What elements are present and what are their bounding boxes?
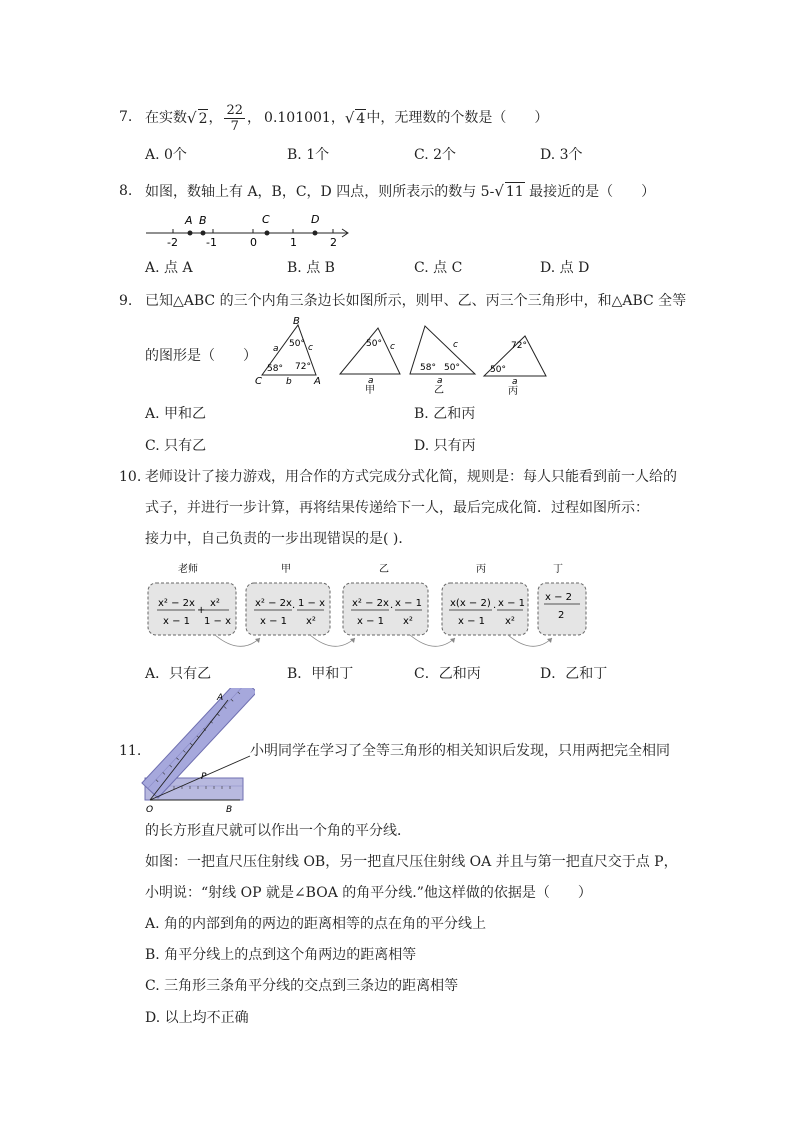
q11-stem-line2: 的长方形直尺就可以作出一个角的平分线． (145, 823, 411, 839)
box-denominator: x − 1 (163, 616, 191, 627)
relay-arrow (508, 635, 552, 646)
triangle-yi (410, 326, 475, 396)
label-o: O (146, 805, 154, 815)
q7-frac-den: 7 (230, 118, 239, 134)
relay-box-jia (246, 583, 330, 635)
q7-stem (145, 102, 548, 134)
box-operator: + (197, 605, 206, 616)
angle-a: 72° (295, 362, 311, 372)
box-operator: · (390, 603, 394, 614)
relay-label: 甲 (281, 564, 291, 575)
point-label-c: C (262, 213, 270, 226)
tick-label: -1 (206, 236, 217, 249)
q7-option-a: A. 0个 (145, 147, 187, 163)
q7-option-d: D. 3个 (540, 147, 583, 163)
q11-option-b: B. 角平分线上的点到这个角两边的距离相等 (145, 947, 417, 963)
triangle-name: 甲 (365, 385, 375, 396)
q11-option-c: C. 三角形三条角平分线的交点到三条边的距离相等 (145, 978, 459, 994)
q7-frac-num: 22 (226, 102, 244, 118)
box-numerator: x² − 2x (352, 598, 389, 609)
q10-option-d: D．乙和丁 (540, 666, 608, 682)
vertex-a: A (314, 376, 321, 387)
point-label-d: D (311, 213, 320, 226)
relay-label: 丁 (553, 564, 563, 575)
relay-label: 乙 (379, 564, 389, 575)
q11-number: 11. (119, 743, 142, 759)
box-numerator: x² − 2x (158, 598, 195, 609)
box-denominator: x − 1 (458, 616, 486, 627)
q9-option-c: C. 只有乙 (145, 438, 207, 454)
triangle-name: 乙 (434, 385, 444, 396)
q9-triangle-figures (250, 314, 550, 396)
side-label: a (368, 376, 374, 386)
q7-number: 7. (119, 109, 133, 125)
point-label-b: B (199, 214, 207, 227)
side-label: c (453, 340, 458, 350)
q10-stem-line3: 接力中，自己负责的一步出现错误的是( )． (145, 531, 413, 547)
triangle-name: 丙 (508, 386, 518, 396)
q11-stem-line4: 小明说：“射线 OP 就是∠BOA 的角平分线.”他这样做的依据是（ ） (145, 885, 592, 901)
tick-label: 1 (290, 236, 297, 249)
relay-box-bing (442, 583, 528, 635)
vertex-c: C (255, 376, 262, 387)
relay-box-ding (538, 583, 586, 635)
sqrt-sign: √ (494, 182, 504, 200)
box-numerator: 1 − x (298, 598, 326, 609)
q10-option-a: A．只有乙 (145, 666, 212, 682)
box-denominator: x − 1 (357, 616, 385, 627)
relay-arrow (215, 635, 260, 646)
q7-option-c: C. 2个 (414, 147, 457, 163)
angle-label: 50° (490, 365, 506, 375)
triangle-jia (340, 328, 400, 396)
q8-stem-pre: 如图，数轴上有 A，B，C，D 四点，则所表示的数与 5- (145, 184, 495, 200)
box-numerator: x(x − 2) (450, 598, 491, 609)
side-label: a (512, 377, 518, 387)
q9-number: 9. (119, 293, 133, 309)
relay-label: 老师 (178, 564, 198, 575)
box-denominator: x² (306, 616, 316, 627)
angle-label: 72° (511, 341, 527, 351)
side-label: c (390, 342, 395, 352)
side-c: c (308, 343, 313, 353)
tick-label: -2 (167, 236, 178, 249)
angle-label: 50° (366, 339, 382, 349)
point-label-a: A (185, 214, 193, 227)
q8-stem (145, 182, 655, 201)
triangle-abc (255, 316, 321, 387)
q7-sqrt4: 4 (356, 110, 366, 127)
q11-stem-line1: 小明同学在学习了全等三角形的相关知识后发现，只用两把完全相同 (250, 743, 670, 759)
q7-stem-pre: 在实数 (145, 110, 187, 126)
q10-option-b: B．甲和丁 (287, 666, 354, 682)
sqrt-sign: √ (187, 109, 197, 127)
q10-stem-line2: 式子，并进行一步计算，再将结果传递给下一人，最后完成化简．过程如图所示： (145, 500, 649, 516)
q9-option-b: B. 乙和丙 (414, 406, 476, 422)
side-a: a (273, 344, 279, 354)
q9-option-a: A. 甲和乙 (145, 406, 207, 422)
box-numerator: x² (210, 598, 220, 609)
q10-option-c: C．乙和丙 (414, 666, 481, 682)
angle-c: 58° (267, 364, 283, 374)
box-numerator: x − 1 (498, 598, 526, 609)
box-operator: · (493, 603, 497, 614)
q8-number: 8. (119, 183, 133, 199)
q11-ruler-figure (140, 688, 255, 816)
relay-box-yi (343, 583, 428, 635)
q7-stem-post: 中，无理数的个数是（ ） (366, 110, 549, 126)
angle-label: 50° (444, 363, 460, 373)
relay-box-teacher (148, 583, 236, 635)
q7-fraction (224, 103, 245, 134)
box-numerator: x − 1 (395, 598, 423, 609)
point-b (201, 231, 206, 236)
q8-option-a: A. 点 A (145, 260, 193, 276)
box-operator: · (292, 603, 296, 614)
q7-decimal: 0.101001 (264, 110, 331, 126)
q10-stem-line1: 老师设计了接力游戏，用合作的方式完成分式化简，规则是：每人只能看到前一人给的 (145, 469, 677, 485)
q9-option-d: D. 只有丙 (414, 438, 476, 454)
side-b: b (286, 377, 292, 387)
q7-sep1: ， (208, 110, 223, 126)
vertex-b: B (293, 316, 300, 327)
angle-b: 50° (289, 339, 305, 349)
q7-sep2: ， (247, 110, 262, 126)
box-denominator: x − 1 (260, 616, 288, 627)
side-label: a (437, 376, 443, 386)
box-numerator: x² − 2x (255, 598, 292, 609)
tick-label: 0 (250, 236, 257, 249)
q8-stem-post: 最接近的是（ ） (524, 184, 656, 200)
triangle-bing (484, 336, 546, 396)
box-denominator: x² (403, 616, 413, 627)
q11-option-a: A. 角的内部到角的两边的距离相等的点在角的平分线上 (145, 916, 487, 932)
label-b: B (226, 805, 233, 815)
q8-number-line (140, 208, 355, 252)
q10-relay-diagram (140, 558, 595, 658)
label-a: A (217, 693, 224, 703)
q7-option-b: B. 1个 (287, 147, 330, 163)
q10-number: 10. (119, 469, 142, 485)
relay-label: 丙 (476, 564, 486, 575)
point-c (265, 231, 270, 236)
tick-label: 2 (330, 236, 337, 249)
box-denominator: 2 (558, 610, 565, 621)
relay-arrow (310, 635, 355, 646)
q9-stem-line1: 已知△ABC 的三个内角三条边长如图所示，则甲、乙、丙三个三角形中，和△ABC 全等 (145, 293, 687, 309)
q7-sqrt2: 2 (198, 110, 208, 127)
q8-option-c: C. 点 C (414, 260, 463, 276)
point-a (188, 231, 193, 236)
q11-option-d: D. 以上均不正确 (145, 1010, 249, 1026)
q8-option-b: B. 点 B (287, 260, 335, 276)
q8-option-d: D. 点 D (540, 260, 590, 276)
label-p: P (201, 772, 207, 782)
sqrt-sign: √ (344, 109, 355, 127)
q9-stem-line2: 的图形是（ ） (145, 348, 257, 364)
relay-arrow (410, 635, 455, 646)
q7-sep3: ， (330, 110, 345, 126)
box-denominator: x² (505, 616, 515, 627)
box-denominator: 1 − x (204, 616, 232, 627)
angle-label: 58° (420, 363, 436, 373)
point-d (313, 231, 318, 236)
q11-stem-line3: 如图：一把直尺压住射线 OB，另一把直尺压住射线 OA 并且与第一把直尺交于点 P， (145, 854, 678, 870)
q8-sqrt11: 11 (505, 184, 524, 200)
box-numerator: x − 2 (545, 592, 573, 603)
